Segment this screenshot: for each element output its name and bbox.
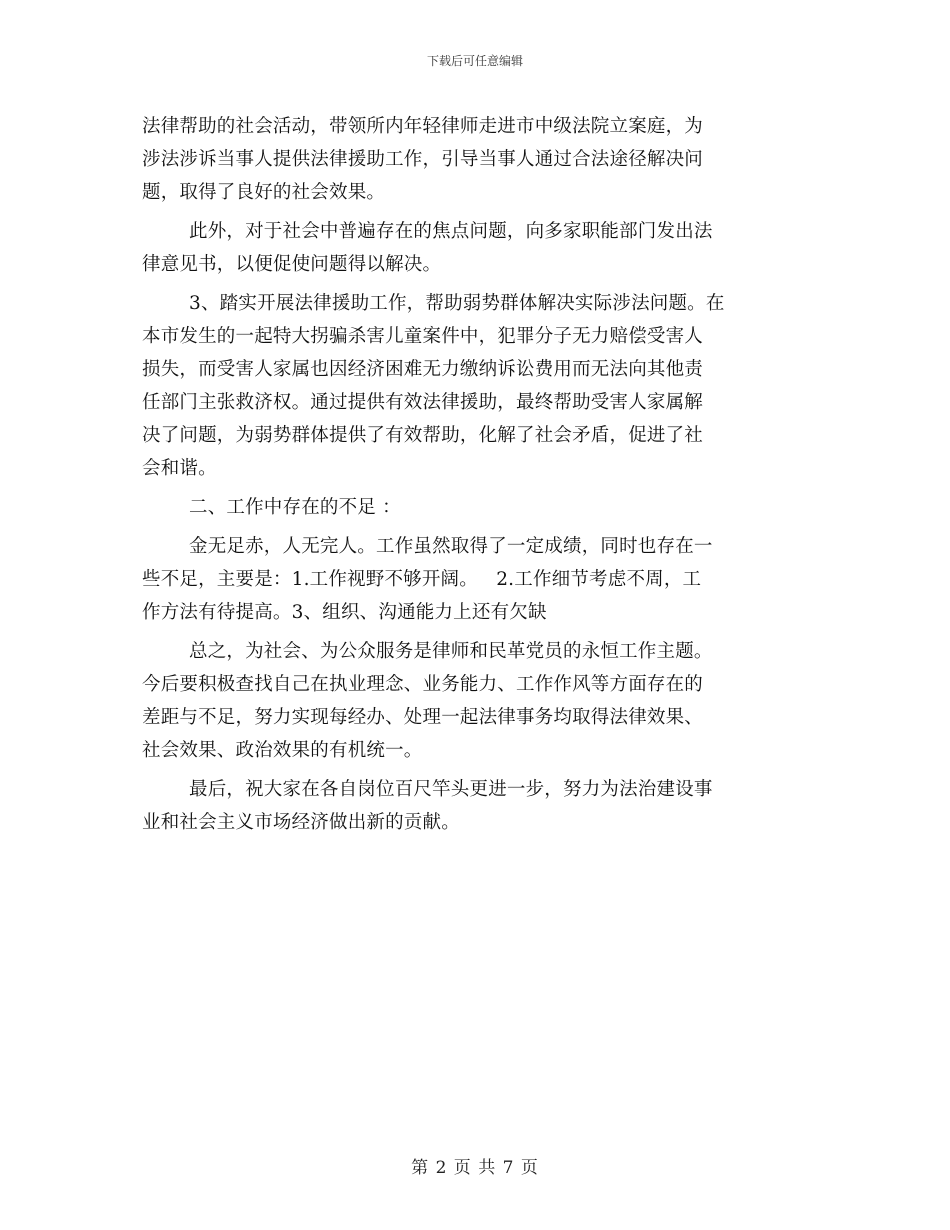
text-line: 本市发生的一起特大拐骗杀害儿童案件中，犯罪分子无力赔偿受害人	[142, 326, 704, 347]
section-heading	[142, 491, 812, 524]
text-line: 此外，对于社会中普遍存在的焦点问题，向多家职能部门发出法	[189, 221, 713, 242]
paragraph	[142, 110, 812, 209]
text-line: 作方法有待提高。3、组织、沟通能力上还有欠缺	[142, 602, 547, 623]
page-number-footer: 第 2 页 共 7 页	[411, 1158, 539, 1178]
text-line: 损失，而受害人家属也因经济困难无力缴纳诉讼费用而无法向其他责	[142, 359, 704, 380]
text-line: 会和谐。	[142, 458, 217, 479]
text-line: 社会效果、政治效果的有机统一。	[142, 740, 423, 761]
paragraph	[142, 215, 812, 281]
document-body	[142, 110, 812, 839]
text-line: 任部门主张救济权。通过提供有效法律援助，最终帮助受害人家属解	[142, 392, 704, 413]
text-line: 金无足赤，人无完人。工作虽然取得了一定成绩，同时也存在一	[189, 536, 713, 557]
text-line: 题，取得了良好的社会效果。	[142, 182, 386, 203]
paragraph	[142, 635, 812, 767]
text-line: 业和社会主义市场经济做出新的贡献。	[142, 812, 460, 833]
text-line: 差距与不足，努力实现每经办、处理一起法律事务均取得法律效果、	[142, 707, 704, 728]
text-line: 些不足，主要是：1.工作视野不够开阔。 2.工作细节考虑不周，工	[142, 569, 702, 590]
paragraph	[142, 530, 812, 629]
text-line: 今后要积极查找自己在执业理念、业务能力、工作作风等方面存在的	[142, 674, 704, 695]
text-line: 3、踏实开展法律援助工作，帮助弱势群体解决实际涉法问题。在	[189, 293, 725, 314]
text-line: 最后，祝大家在各自岗位百尺竿头更进一步，努力为法治建设事	[189, 779, 713, 800]
text-line: 涉法涉诉当事人提供法律援助工作，引导当事人通过合法途径解决问	[142, 149, 704, 170]
text-line: 决了问题，为弱势群体提供了有效帮助，化解了社会矛盾，促进了社	[142, 425, 704, 446]
text-line: 法律帮助的社会活动，带领所内年轻律师走进市中级法院立案庭，为	[142, 116, 704, 137]
text-line: 二、工作中存在的不足 ：	[189, 497, 401, 518]
paragraph	[142, 287, 812, 485]
text-line: 总之，为社会、为公众服务是律师和民革党员的永恒工作主题。	[189, 641, 713, 662]
page-header-note: 下载后可任意编辑	[426, 54, 523, 68]
text-line: 律意见书，以便促使问题得以解决。	[142, 254, 442, 275]
paragraph	[142, 773, 812, 839]
